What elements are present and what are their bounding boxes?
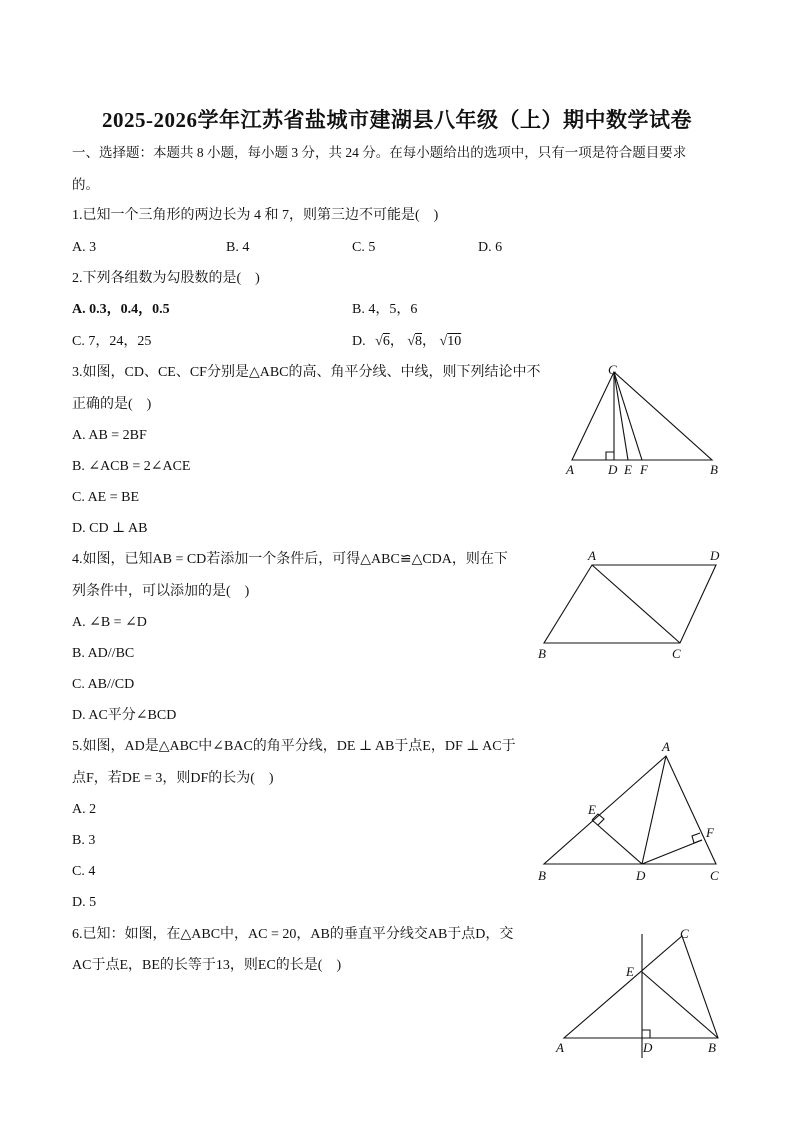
q5-label-b: B bbox=[538, 868, 546, 883]
q1-option-a: A. 3 bbox=[72, 240, 97, 255]
q5-label-a: A bbox=[662, 739, 670, 754]
q6-label-c: C bbox=[680, 926, 689, 941]
q6-label-d: D bbox=[643, 1040, 653, 1055]
q3-option-b: B. ∠ACB = 2∠ACE bbox=[72, 459, 191, 474]
q2-option-d-label: D. bbox=[352, 334, 366, 349]
q3-label-d: D bbox=[608, 462, 618, 477]
q1-stem: 1.已知一个三角形的两边长为 4 和 7，则第三边不可能是( ) bbox=[72, 208, 439, 223]
q2-option-d: D. √6， √8， √10 bbox=[352, 334, 462, 349]
q5-option-d: D. 5 bbox=[72, 895, 97, 910]
q5-option-c: C. 4 bbox=[72, 864, 96, 879]
q6-figure bbox=[550, 922, 730, 1062]
q6-stem-line2: AC于点E，BE的长等于13，则EC的长是( ) bbox=[72, 958, 342, 973]
q3-label-e: E bbox=[624, 462, 632, 477]
q5-label-c: C bbox=[710, 868, 719, 883]
q1-option-b: B. 4 bbox=[226, 240, 250, 255]
q3-figure bbox=[560, 360, 730, 480]
q6-label-e: E bbox=[626, 964, 634, 979]
section-heading-line1: 一、选择题：本题共 8 小题，每小题 3 分，共 24 分。在每小题给出的选项中，只有一项是符合题目要求 bbox=[72, 145, 687, 160]
q6-label-b: B bbox=[708, 1040, 716, 1055]
q5-label-d: D bbox=[636, 868, 646, 883]
q5-label-f: F bbox=[706, 825, 714, 840]
q1-option-c: C. 5 bbox=[352, 240, 376, 255]
q2-stem: 2.下列各组数为勾股数的是( ) bbox=[72, 271, 260, 286]
q2-sqrt-8: 8 bbox=[415, 334, 422, 349]
q6-label-a: A bbox=[556, 1040, 564, 1055]
q4-option-d: D. AC平分∠BCD bbox=[72, 708, 177, 723]
q3-label-b: B bbox=[710, 462, 718, 477]
q3-label-a: A bbox=[566, 462, 574, 477]
section-heading-line2: 的。 bbox=[72, 177, 99, 192]
q2-option-b: B. 4，5，6 bbox=[352, 302, 418, 317]
q5-label-e: E bbox=[588, 802, 596, 817]
q5-option-a: A. 2 bbox=[72, 802, 97, 817]
q4-label-d: D bbox=[710, 548, 720, 563]
q4-option-b: B. AD//BC bbox=[72, 646, 135, 661]
page-title: 2025-2026学年江苏省盐城市建湖县八年级（上）期中数学试卷 bbox=[102, 108, 692, 132]
q3-stem-line2: 正确的是( ) bbox=[72, 397, 152, 412]
q5-option-b: B. 3 bbox=[72, 833, 96, 848]
q2-option-c: C. 7，24，25 bbox=[72, 334, 152, 349]
q1-option-d: D. 6 bbox=[478, 240, 503, 255]
q4-figure bbox=[530, 545, 730, 665]
q3-option-a: A. AB = 2BF bbox=[72, 428, 147, 443]
q2-sqrt-10: 10 bbox=[447, 334, 462, 349]
q4-stem-line1: 4.如图，已知AB = CD若添加一个条件后，可得△ABC≌△CDA，则在下 bbox=[72, 552, 508, 567]
q5-figure bbox=[530, 736, 730, 886]
q4-label-a: A bbox=[588, 548, 596, 563]
q6-stem-line1: 6.已知：如图，在△ABC中，AC = 20，AB的垂直平分线交AB于点D，交 bbox=[72, 927, 514, 942]
q3-label-f: F bbox=[640, 462, 648, 477]
q2-option-a: A. 0.3，0.4，0.5 bbox=[72, 302, 170, 317]
q5-stem-line2: 点F，若DE = 3，则DF的长为( ) bbox=[72, 771, 274, 786]
q4-stem-line2: 列条件中，可以添加的是( ) bbox=[72, 584, 250, 599]
q2-sqrt-6: 6 bbox=[382, 334, 390, 349]
q3-option-d: D. CD ⊥ AB bbox=[72, 521, 148, 536]
q3-option-c: C. AE = BE bbox=[72, 490, 140, 505]
q3-label-c: C bbox=[608, 362, 617, 377]
q3-stem-line1: 3.如图，CD、CE、CF分别是△ABC的高、角平分线、中线，则下列结论中不 bbox=[72, 365, 541, 380]
q4-label-b: B bbox=[538, 646, 546, 661]
q5-stem-line1: 5.如图，AD是△ABC中∠BAC的角平分线，DE ⊥ AB于点E，DF ⊥ AC于 bbox=[72, 739, 516, 754]
q4-label-c: C bbox=[672, 646, 681, 661]
q4-option-c: C. AB//CD bbox=[72, 677, 135, 692]
q4-option-a: A. ∠B = ∠D bbox=[72, 615, 147, 630]
